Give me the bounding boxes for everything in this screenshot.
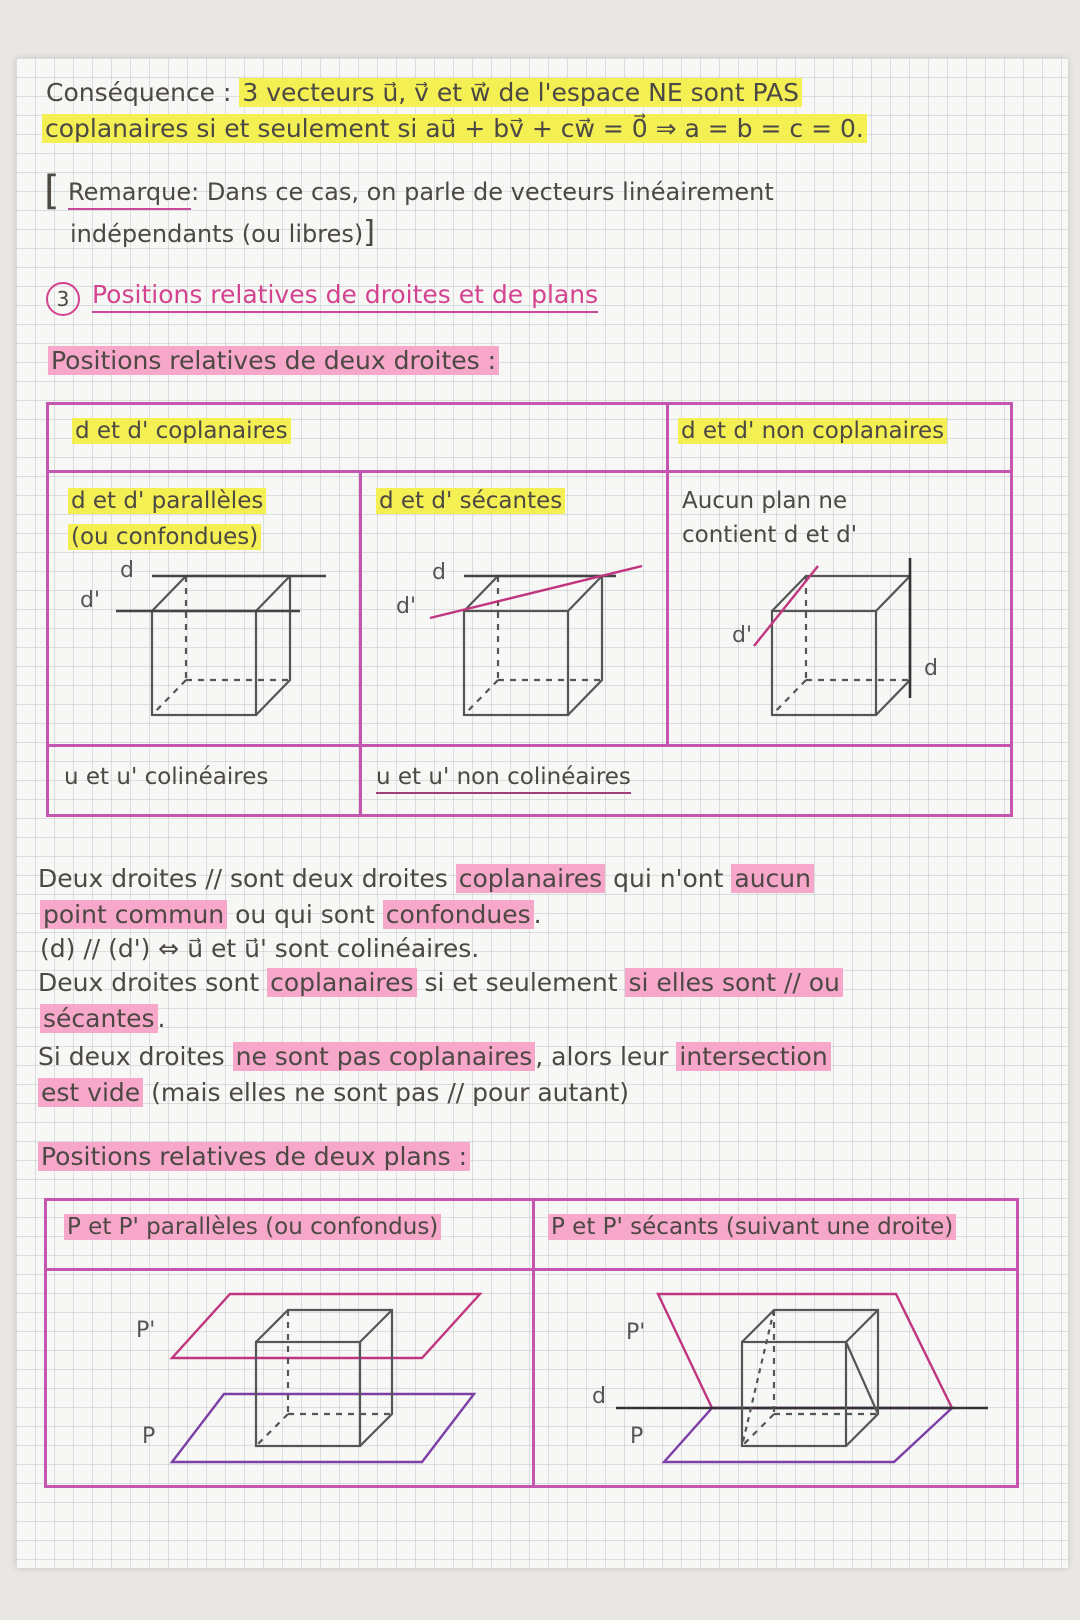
paragraph-line-4: Deux droites sont coplanaires si et seulement si elles sont // ou [38,968,843,997]
paragraph-line-6: Si deux droites ne sont pas coplanaires , alors leur intersection [38,1042,831,1071]
paragraph-line-3: (d) // (d') ⇔ u⃗ et u⃗' sont colinéaires. [40,934,480,963]
cube2-label-dprime: d' [396,594,417,619]
section-number-circle: 3 [46,282,80,316]
consequence-text-1: 3 vecteurs u⃗, v⃗ et w⃗ de l'espace NE sont PAS [239,78,802,107]
planes1-label-pprime: P' [136,1318,156,1343]
planes-parallel-header: P et P' parallèles (ou confondus) [64,1214,441,1240]
parallel-title-2: (ou confondues) [68,524,261,550]
secant-planes-diagram [16,58,1068,1568]
remark-text-1: : Dans ce cas, on parle de vecteurs linéairement [191,178,774,206]
paragraph-line-5: sécantes . [40,1004,165,1033]
planes-heading: Positions relatives de deux plans : [38,1142,470,1171]
paragraph-line-7: est vide (mais elles ne sont pas // pour autant) [38,1078,629,1107]
secant-title: d et d' sécantes [376,488,565,514]
no-plane-line-2: contient d et d' [682,522,858,548]
paragraph-line-2: point commun ou qui sont confondues . [40,900,542,929]
cube2-label-d: d [432,560,446,585]
consequence-text-2: coplanaires si et seulement si au⃗ + bv⃗ + cw⃗ = 0⃗ ⇒ a = b = c = 0. [42,114,867,143]
non-colinear-label: u et u' non colinéaires [376,764,631,790]
planes2-label-d: d [592,1384,606,1409]
cube1-label-d: d [120,558,134,583]
notebook-page [16,58,1068,1568]
planes2-label-p: P [630,1424,644,1449]
cube1-label-dprime: d' [80,588,101,613]
remark-label: Remarque [68,178,191,210]
lines-heading: Positions relatives de deux droites : [48,346,499,375]
planes1-label-p: P [142,1424,156,1449]
planes-secant-header: P et P' sécants (suivant une droite) [548,1214,956,1240]
coplanar-header: d et d' coplanaires [72,418,291,444]
section-title: Positions relatives de droites et de plans [92,280,598,309]
non-coplanar-header: d et d' non coplanaires [678,418,947,444]
remark-open-bracket: [ [44,168,60,214]
paragraph-line-1: Deux droites // sont deux droites coplanaires qui n'ont aucun [38,864,814,893]
no-plane-line-1: Aucun plan ne [682,488,848,514]
parallel-title-1: d et d' parallèles [68,488,266,514]
remark-text-2: indépendants (ou libres) [70,220,364,248]
remark-close-bracket: ] [363,215,375,250]
cube3-label-dprime: d' [732,623,753,648]
consequence-label: Conséquence : [46,78,232,107]
colinear-label: u et u' colinéaires [64,764,269,790]
cube3-label-d: d [924,656,938,681]
planes2-label-pprime: P' [626,1320,646,1345]
